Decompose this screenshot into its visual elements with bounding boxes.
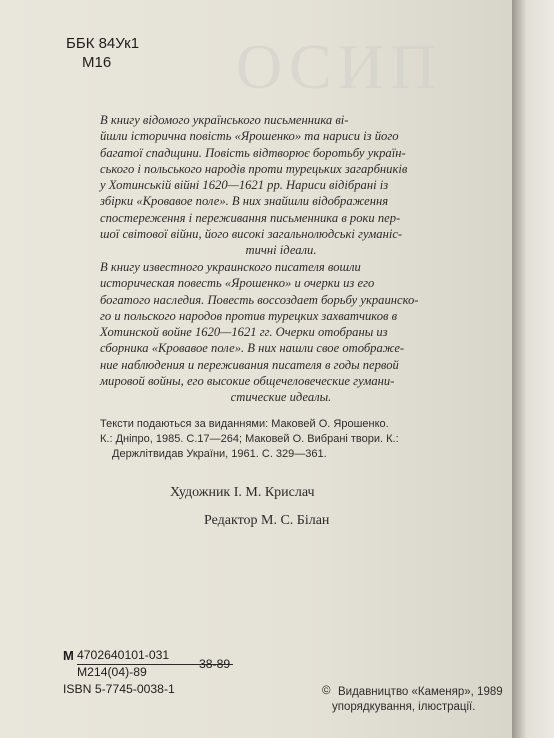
annotation-ukrainian bbox=[100, 112, 462, 259]
publisher-line1: Видавництво «Каменяр», 1989 bbox=[338, 686, 503, 698]
adjacent-page-edge bbox=[512, 0, 554, 738]
bbk-code: ББК 84Ук1 bbox=[66, 35, 140, 52]
copyright-symbol: © bbox=[322, 685, 331, 697]
annotation-line: збірки «Кровавое поле». В них знайшли відображення bbox=[100, 194, 389, 209]
annotation-line: В книгу известного украинского писателя вошли bbox=[100, 260, 361, 274]
bib-m-letter: М bbox=[63, 648, 74, 663]
annotation-line: багатої спадщини. Повість відтворює боротьбу україн- bbox=[100, 145, 406, 160]
annotation-line: стические идеалы. bbox=[230, 390, 332, 405]
publisher-line2: упорядкування, ілюстрації. bbox=[332, 701, 476, 713]
classification-codes bbox=[66, 34, 139, 72]
source-editions bbox=[100, 417, 462, 462]
index-code: М16 bbox=[82, 54, 112, 71]
show-through-ghost-text: ОСИП bbox=[236, 31, 443, 102]
annotation-russian bbox=[100, 259, 462, 406]
annotation-line: спостереження і переживання письменника в роки пер- bbox=[100, 210, 401, 225]
annotation-line: у Хотинській війні 1620—1621 рр. Нариси відібрані із bbox=[100, 178, 389, 193]
annotation-line: мировой войны, его высокие общечеловеческие гумани- bbox=[100, 374, 395, 389]
annotation-line: сборника «Кровавое поле». В них нашли свое отображе- bbox=[100, 341, 405, 356]
annotation-line: шої світової війни, його високі загальнолюдські гуманіс- bbox=[100, 227, 403, 242]
source-line: Держлітвидав України, 1961. С. 329—361. bbox=[112, 448, 327, 460]
annotation-line: историческая повесть «Ярошенко» и очерки из его bbox=[100, 276, 375, 291]
isbn: ISBN 5-7745-0038-1 bbox=[63, 682, 175, 696]
source-line: Тексти подаються за виданнями: Маковей О. Ярошенко. bbox=[100, 418, 389, 430]
annotation-line: йшли історична повість «Ярошенко» та нариси із його bbox=[100, 129, 399, 144]
bib-code-right: 38-89 bbox=[199, 657, 231, 671]
annotation-line: ние наблюдения и переживания писателя в годы первой bbox=[100, 357, 399, 372]
source-line: К.: Дніпро, 1985. С.17—264; Маковей О. Вибрані твори. К.: bbox=[100, 433, 399, 445]
annotation-line: тичні ідеали. bbox=[245, 243, 317, 258]
annotation-line: ського і польського народів проти турецьких загарбників bbox=[100, 161, 408, 176]
annotation-line: Хотинской войне 1620—1621 гг. Очерки отобраны из bbox=[100, 325, 388, 340]
artist-credit: Художник І. М. Крислач bbox=[170, 485, 315, 500]
annotation-line: богатого наследия. Повесть воссоздает борьбу украинско- bbox=[100, 292, 419, 307]
bib-code-line1: 4702640101-031 bbox=[77, 647, 233, 665]
bib-code-line2: М214(04)-89 bbox=[77, 665, 147, 679]
annotation-line: В книгу відомого українського письменника ві- bbox=[100, 113, 349, 127]
editor-credit: Редактор М. С. Білан bbox=[204, 513, 330, 528]
annotation-line: го и польского народов против турецких захватчиков в bbox=[100, 308, 398, 323]
